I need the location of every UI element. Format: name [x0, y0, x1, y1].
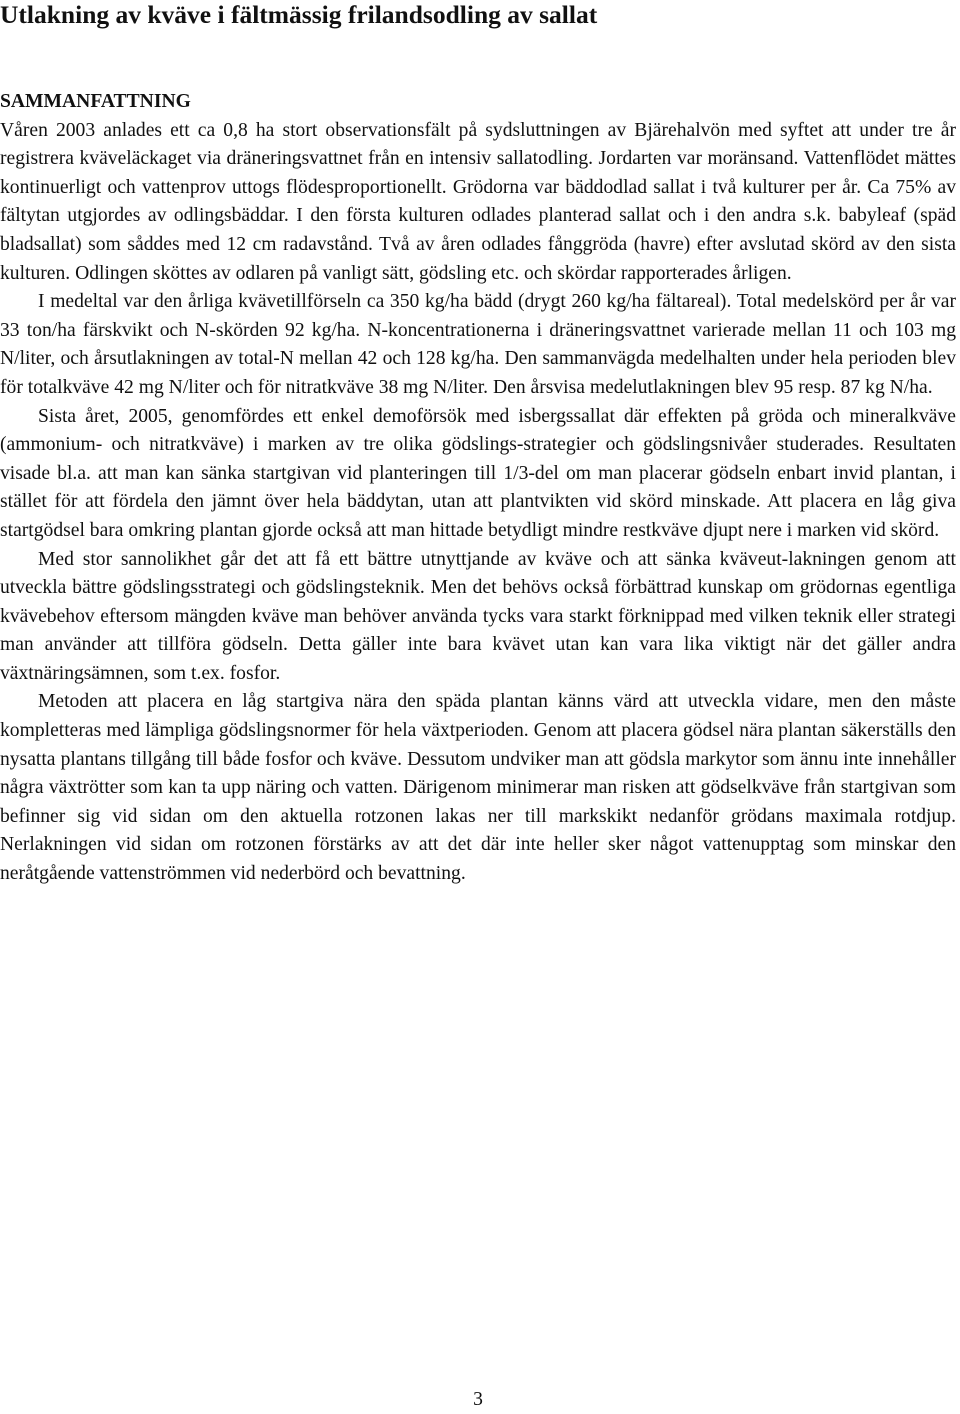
paragraph-2: I medeltal var den årliga kvävetillförseln ca 350 kg/ha bädd (drygt 260 kg/ha fältareal). Total medelskörd per år var 33 ton/ha färskvikt och N-skörden 92 kg/ha. N-koncentrationerna i dräneringsvattnet varierade mellan 11 och 103 mg N/liter, och årsutlakningen av total-N mellan 42 och 128 kg/ha. Den sammanvägda medelhalten under hela perioden blev för totalkväve 42 mg N/liter och för nitratkväve 38 mg N/liter. Den årsvisa medelutlakningen blev 95 resp. 87 kg N/ha.	[0, 291, 956, 398]
paragraph-4: Med stor sannolikhet går det att få ett bättre utnyttjande av kväve och att sänka kväveut-lakningen genom att utveckla bättre gödslingsstrategi och gödslingsteknik. Men det behövs också förbättrad kunskap om grödornas egentliga kvävebehov eftersom mängden kväve man behöver använda tycks vara starkt förknippad med vilken teknik eller strategi man använder att tillföra gödseln. Detta gäller inte bara kvävet utan kan vara lika viktigt när det gäller andra växtnäringsämnen, som t.ex. fosfor.	[0, 548, 956, 684]
document-title: Utlakning av kväve i fältmässig frilandsodling av sallat	[0, 0, 598, 29]
paragraph-1: Våren 2003 anlades ett ca 0,8 ha stort observationsfält på sydsluttningen av Bjärehalvön med syftet att under tre år registrera kväveläckaget via dräneringsvattnet från en intensiv sallatodling. Jordarten var moränsand. Vattenflödet mättes kontinuerligt och vattenprov uttogs flödesproportionellt. Grödorna var bäddodlad sallat i två kulturer per år. Ca 75% av fältytan utgjordes av odlingsbäddar. I den första kulturen odlades planterad sallat och i den andra s.k. babyleaf (späd bladsallat) som såddes med 12 cm radavstånd. Två av åren odlades fånggröda (havre) efter avslutad skörd av den sista kulturen. Odlingen sköttes av odlaren på vanligt sätt, gödsling etc. och skördar rapporterades årligen.	[0, 119, 956, 284]
paragraph-3: Sista året, 2005, genomfördes ett enkel demoförsök med isbergssallat där effekten på gröda och mineralkväve (ammonium- och nitratkväve) i marken av tre olika gödslings-strategier och gödslingsnivåer studerades. Resultaten visade bl.a. att man kan sänka startgivan vid planteringen till 1/3-del om man placerar gödseln enbart invid plantan, i stället för att fördela den jämnt över hela bäddytan, utan att plantvikten vid skörd minskade. Att placera en låg giva startgödsel bara omkring plantan gjorde också att man hittade betydligt mindre restkväve djupt nere i marken vid skörd.	[0, 405, 956, 541]
page-number: 3	[473, 1389, 483, 1410]
section-heading: SAMMANFATTNING	[0, 91, 191, 112]
paragraph-5: Metoden att placera en låg startgiva nära den späda plantan känns värd att utveckla vidare, men den måste kompletteras med lämpliga gödslingsnormer för hela växtperioden. Genom att placera gödsel nära plantan säkerställs den nysatta plantans tillgång till både fosfor och kväve. Dessutom undviker man att gödsla markytor som ännu inte innehåller några växtrötter som kan ta upp näring och vatten. Därigenom minimerar man risken att gödselkväve från startgivan som befinner sig vid sidan om den aktuella rotzonen lakas ner till markskikt nedanför grödans maximala rotdjup. Nerlakningen vid sidan om rotzonen förstärks av att det där inte heller sker något vattenupptag som minskar den neråtgående vattenströmmen vid nederbörd och bevattning.	[0, 691, 956, 885]
summary-section	[0, 88, 956, 889]
